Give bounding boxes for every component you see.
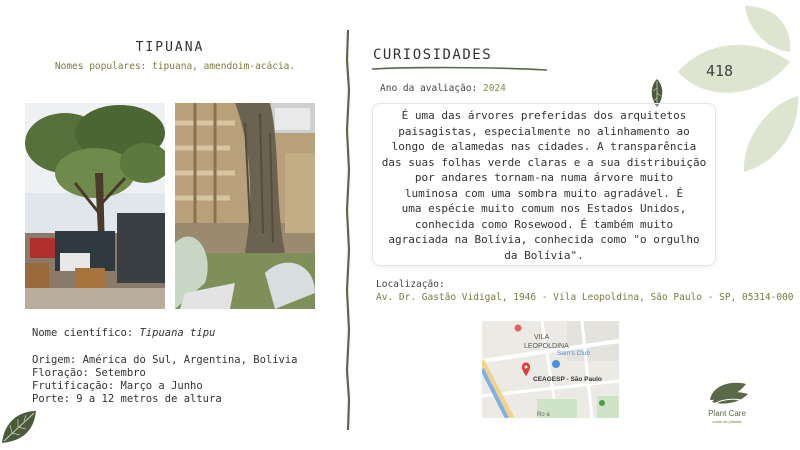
map-area-label-2: LEOPOLDINA	[524, 343, 569, 350]
vertical-divider	[343, 30, 353, 430]
curiosities-title: CURIOSIDADES	[373, 47, 493, 63]
location-label: Localização:	[376, 279, 445, 290]
location-address: Av. Dr. Gastão Vidigal, 1946 - Vila Leopoldina, São Paulo - SP, 05314-000	[376, 292, 794, 303]
scientific-name-label: Nome científico:	[32, 327, 134, 339]
curiosity-line: conhecida como Rosewood. É também muito	[414, 217, 674, 231]
curiosity-line: paisagistas, especialmente no alinhamento ao	[398, 124, 690, 138]
curiosity-line: agraciada na Bolívia, conhecida como "o orgulho	[388, 233, 700, 246]
logo-tagline: cuide de plantas	[712, 419, 742, 424]
map-poi-bottom: Ro a	[537, 412, 550, 418]
evaluation-year-label: Ano da avaliação:	[380, 83, 478, 94]
curiosity-line: uma espécie muito comum nos Estados Unidos,	[401, 202, 687, 215]
curiosity-line: das suas folhas verde claras e a sua distribuição	[381, 155, 707, 169]
tree-photo-trunk	[175, 103, 315, 309]
title-underline	[372, 66, 547, 72]
map-poi-store: Sam's Club	[557, 350, 591, 357]
fact-height: Porte: 9 a 12 metros de altura	[32, 393, 222, 405]
tree-name-title: TIPUANA	[135, 40, 205, 55]
evaluation-year	[380, 83, 506, 94]
tree-photo-canopy	[25, 103, 165, 309]
scientific-name-value: Tipuana tipu	[139, 327, 216, 339]
map-area-label-1: VILA	[534, 334, 550, 341]
scientific-name	[32, 327, 215, 339]
fact-origin: Origem: América do Sul, Argentina, Bolívia	[32, 354, 298, 366]
curiosity-line: É uma das árvores preferidas dos arquitetos	[401, 109, 687, 122]
location-map[interactable]	[482, 321, 619, 418]
plant-care-logo	[690, 378, 765, 428]
popular-names: Nomes populares: tipuana, amendoim-acácia.	[54, 61, 296, 72]
fact-flowering: Floração: Setembro	[32, 367, 146, 379]
curiosity-line: luminosa com uma sombra muito agradável. É	[404, 186, 684, 200]
map-poi-main: CEAGESP - São Paulo	[533, 376, 602, 383]
curiosities-text-box	[372, 103, 716, 266]
curiosity-line: por andares tornam-na numa árvore muito	[414, 171, 674, 184]
leaf-decoration-bottom-left	[0, 405, 40, 445]
curiosity-line: da Bolívia".	[504, 248, 584, 262]
fact-fruiting: Frutificação: Março a Junho	[32, 380, 203, 392]
evaluation-year-value: 2024	[482, 83, 506, 94]
tree-number: 418	[706, 62, 734, 80]
curiosity-line: longo de alamedas nas cidades. A transparência	[391, 140, 697, 153]
logo-brand: Plant Care	[708, 409, 746, 418]
